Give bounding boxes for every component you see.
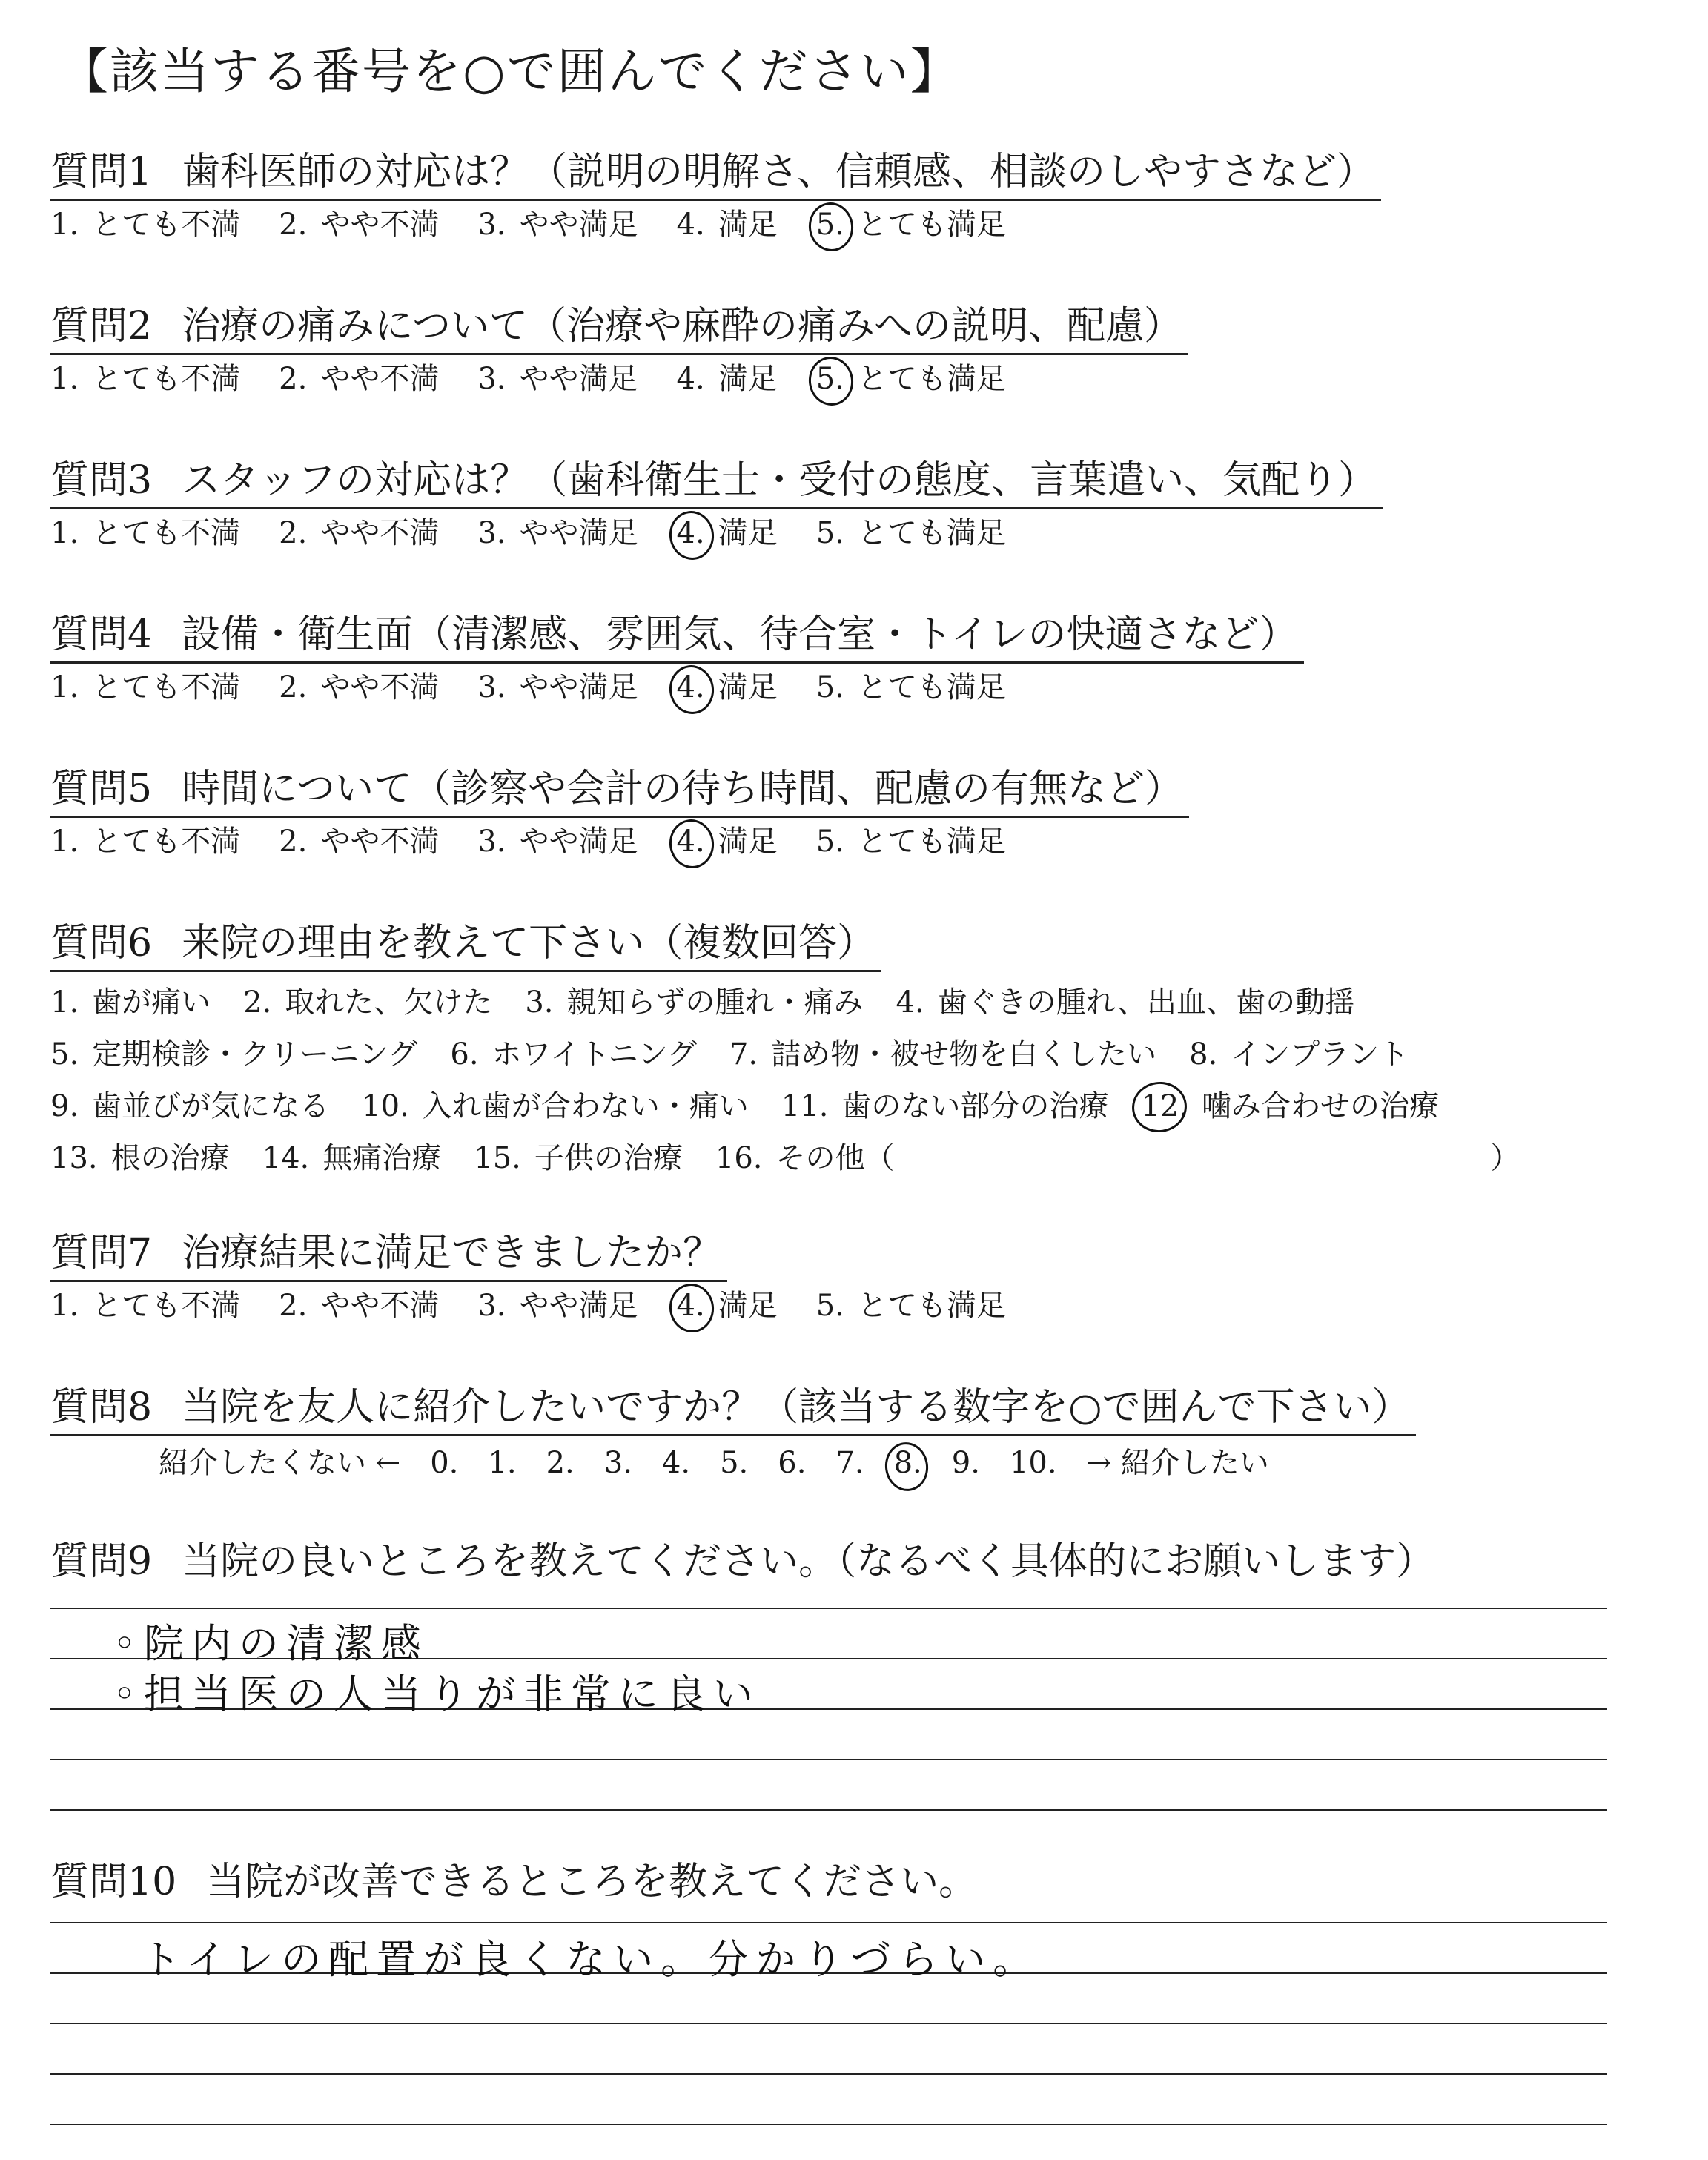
rating-option[interactable] (477, 512, 638, 554)
nps-value[interactable]: 8. (894, 1442, 922, 1484)
option-label: 取れた、欠けた (285, 985, 493, 1020)
rating-option[interactable] (279, 204, 439, 245)
rating-option[interactable] (279, 667, 439, 708)
option-label: インプラント (1231, 1037, 1409, 1071)
option-label: とても不満 (92, 825, 241, 859)
reason-option[interactable] (50, 1080, 329, 1132)
option-number: 4. (676, 362, 705, 396)
option-number: 1. (50, 985, 79, 1020)
question-6 (50, 916, 1520, 1184)
reason-option[interactable] (896, 977, 1355, 1028)
nps-value[interactable]: 2. (546, 1446, 575, 1480)
option-label: ホワイトニング (491, 1037, 697, 1071)
option-number: 3. (477, 825, 506, 859)
question-8 (50, 1381, 1416, 1484)
question-heading: 質問2 治療の痛みについて（治療や麻酔の痛みへの説明、配慮） (50, 300, 1188, 355)
option-number: 3. (477, 516, 506, 550)
option-label: とても満足 (857, 516, 1006, 550)
reason-option[interactable] (262, 1132, 442, 1184)
option-number: 3. (477, 670, 506, 704)
rating-option[interactable] (477, 358, 638, 400)
option-label: やや不満 (320, 670, 440, 704)
ruled-line (50, 1922, 1607, 1923)
question-heading: 質問1 歯科医師の対応は？（説明の明解さ、信頼感、相談のしやすさなど） (50, 145, 1381, 201)
option-number: 9. (50, 1089, 79, 1123)
ruled-line (50, 2124, 1607, 2125)
option-label: 噛み合わせの治療 (1202, 1089, 1440, 1123)
reason-row (50, 1028, 1520, 1080)
rating-option[interactable] (279, 512, 439, 554)
rating-option[interactable] (816, 667, 1006, 708)
option-number: 1. (50, 516, 79, 550)
rating-options (50, 204, 1381, 245)
option-number: 1. (50, 208, 79, 242)
nps-scale (159, 1442, 1416, 1484)
option-number: 14. (262, 1141, 310, 1175)
rating-option[interactable] (677, 358, 778, 400)
option-label: とても不満 (92, 1289, 241, 1323)
option-number: 15. (474, 1141, 521, 1175)
option-number: 3. (477, 208, 506, 242)
option-label: やや満足 (519, 1289, 638, 1323)
option-label: 入れ歯が合わない・痛い (422, 1089, 749, 1123)
option-label: とても満足 (857, 825, 1006, 859)
ruled-line (50, 2073, 1607, 2075)
nps-value[interactable]: 0. (430, 1446, 459, 1480)
option-label: やや満足 (519, 208, 638, 242)
rating-option[interactable] (816, 1285, 1006, 1327)
option-label: 無痛治療 (322, 1141, 442, 1175)
handwritten-answer: ◦担当医の人当りが非常に良い (113, 1671, 761, 1717)
nps-value[interactable]: 10. (1009, 1446, 1057, 1480)
question-7 (50, 1226, 1045, 1327)
option-number: 13. (50, 1141, 98, 1175)
reason-row (50, 977, 1520, 1028)
option-number: 2. (279, 362, 308, 396)
rating-option[interactable] (279, 821, 439, 862)
option-label: とても不満 (92, 670, 241, 704)
option-number: 4. (896, 985, 924, 1020)
question-heading: 質問4 設備・衛生面（清潔感、雰囲気、待合室・トイレの快適さなど） (50, 608, 1304, 664)
rating-option[interactable] (477, 667, 638, 708)
option-label: 満足 (718, 516, 778, 550)
rating-options (50, 1285, 1045, 1327)
option-number: 10. (362, 1089, 409, 1123)
option-number: 11. (781, 1089, 829, 1123)
rating-option[interactable] (50, 358, 240, 400)
reason-option[interactable] (1189, 1028, 1409, 1080)
option-label: 歯ぐきの腫れ、出血、歯の動揺 (937, 985, 1355, 1020)
reason-option[interactable] (50, 1028, 417, 1080)
rating-option[interactable] (50, 1285, 240, 1327)
question-10 (50, 1855, 983, 1909)
reason-option[interactable] (715, 1132, 895, 1184)
option-label: やや満足 (519, 825, 638, 859)
option-label: とても満足 (857, 1289, 1006, 1323)
option-number: 5. (815, 516, 844, 550)
rating-options (50, 358, 1188, 400)
option-number: 2. (279, 825, 308, 859)
option-label: 詰め物・被せ物を白くしたい (771, 1037, 1157, 1071)
option-number: 1. (50, 670, 79, 704)
rating-option[interactable] (477, 204, 638, 245)
rating-option[interactable] (816, 358, 1006, 400)
option-number: 6. (450, 1037, 479, 1071)
rating-option[interactable] (677, 1285, 778, 1327)
rating-option[interactable] (816, 512, 1006, 554)
option-label: 子供の治療 (534, 1141, 683, 1175)
reason-option[interactable] (1141, 1080, 1439, 1132)
rating-option[interactable] (50, 821, 240, 862)
option-number: 5. (815, 670, 844, 704)
option-label: やや不満 (320, 516, 440, 550)
option-label: とても満足 (857, 362, 1006, 396)
option-label: 根の治療 (110, 1141, 230, 1175)
option-label: 定期検診・クリーニング (92, 1037, 418, 1071)
question-heading: 質問7 治療結果に満足できましたか？ (50, 1226, 727, 1282)
question-4 (50, 608, 1304, 708)
reason-option[interactable] (50, 977, 211, 1028)
option-number: 1. (50, 1289, 79, 1323)
nps-value[interactable]: 7. (835, 1446, 864, 1480)
option-label: やや不満 (320, 208, 440, 242)
option-label: やや満足 (519, 670, 638, 704)
rating-option[interactable] (477, 821, 638, 862)
option-number: 3. (477, 362, 506, 396)
rating-option[interactable] (50, 667, 240, 708)
option-label: やや不満 (320, 1289, 440, 1323)
rating-option[interactable] (279, 1285, 439, 1327)
option-label: 歯のない部分の治療 (841, 1089, 1109, 1123)
page-title: 【該当する番号を○で囲んでください】 (59, 43, 961, 100)
rating-option[interactable] (477, 1285, 638, 1327)
option-number: 5. (815, 362, 844, 396)
question-heading: 質問10 当院が改善できるところを教えてください。 (50, 1860, 978, 1904)
option-label: やや不満 (320, 825, 440, 859)
option-label: 歯が痛い (92, 985, 211, 1020)
reason-options (50, 977, 1520, 1184)
option-number: 2. (279, 1289, 308, 1323)
option-label: やや不満 (320, 362, 440, 396)
reason-row (50, 1080, 1520, 1132)
reason-option[interactable] (50, 1132, 230, 1184)
question-5 (50, 762, 1189, 862)
rating-option[interactable] (816, 204, 1006, 245)
option-label: 満足 (718, 825, 778, 859)
rating-option[interactable] (50, 512, 240, 554)
reason-option[interactable] (450, 1028, 697, 1080)
option-number: 5. (815, 208, 844, 242)
option-label: とても満足 (857, 208, 1006, 242)
nps-right-label: → 紹介したい (1086, 1446, 1269, 1480)
question-heading: 質問8 当院を友人に紹介したいですか？（該当する数字を○で囲んで下さい） (50, 1381, 1416, 1436)
option-label: 満足 (718, 362, 778, 396)
option-number: 16. (715, 1141, 763, 1175)
rating-option[interactable] (279, 358, 439, 400)
ruled-line (50, 1608, 1607, 1609)
option-number: 5. (50, 1037, 79, 1071)
rating-option[interactable] (677, 512, 778, 554)
option-number: 3. (477, 1289, 506, 1323)
option-label: 歯並びが気になる (92, 1089, 330, 1123)
nps-value[interactable]: 3. (603, 1446, 632, 1480)
question-heading: 質問5 時間について（診察や会計の待ち時間、配慮の有無など） (50, 762, 1189, 818)
ruled-line (50, 1809, 1607, 1811)
option-label: とても満足 (857, 670, 1006, 704)
rating-option[interactable] (50, 204, 240, 245)
reason-option[interactable] (362, 1080, 749, 1132)
question-heading: 質問3 スタッフの対応は？（歯科衛生士・受付の態度、言葉遣い、気配り） (50, 454, 1383, 509)
option-label: 満足 (718, 208, 778, 242)
option-label: 満足 (718, 1289, 778, 1323)
rating-options (50, 667, 1304, 708)
option-label: とても不満 (92, 516, 241, 550)
handwritten-answer: トイレの配置が良くない。分かりづらい。 (141, 1936, 1041, 1983)
option-number: 1. (50, 362, 79, 396)
option-number: 2. (279, 208, 308, 242)
rating-option[interactable] (677, 204, 778, 245)
option-number: 4. (676, 1289, 705, 1323)
rating-option[interactable] (816, 821, 1006, 862)
ruled-line (50, 2023, 1607, 2024)
option-number: 7. (729, 1037, 758, 1071)
option-number: 2. (243, 985, 272, 1020)
question-9 (50, 1535, 1440, 1588)
other-close-paren: ） (1490, 1141, 1520, 1175)
option-number: 2. (279, 670, 308, 704)
question-heading: 質問6 来院の理由を教えて下さい（複数回答） (50, 916, 881, 972)
reason-option[interactable] (525, 977, 863, 1028)
ruled-line (50, 1759, 1607, 1760)
option-number: 5. (815, 1289, 844, 1323)
reason-option[interactable] (243, 977, 492, 1028)
question-2 (50, 300, 1188, 400)
nps-value[interactable]: 1. (488, 1446, 517, 1480)
reason-option[interactable] (474, 1132, 683, 1184)
option-number: 4. (676, 670, 705, 704)
reason-row (50, 1132, 1520, 1184)
option-number: 8. (1189, 1037, 1218, 1071)
option-label: とても不満 (92, 362, 241, 396)
option-number: 4. (676, 208, 705, 242)
rating-option[interactable] (677, 667, 778, 708)
handwritten-answer: ◦院内の清潔感 (113, 1620, 428, 1667)
nps-value[interactable]: 6. (778, 1446, 807, 1480)
rating-option[interactable] (677, 821, 778, 862)
option-label: やや満足 (519, 516, 638, 550)
nps-left-label: 紹介したくない ← (159, 1446, 401, 1480)
reason-option[interactable] (781, 1080, 1109, 1132)
nps-value[interactable]: 4. (661, 1446, 691, 1480)
question-1 (50, 145, 1381, 245)
question-heading: 質問9 当院の良いところを教えてください。（なるべく具体的にお願いします） (50, 1539, 1435, 1584)
option-label: やや満足 (519, 362, 638, 396)
option-label: とても不満 (92, 208, 241, 242)
option-number: 4. (676, 825, 705, 859)
reason-option[interactable] (729, 1028, 1156, 1080)
option-number: 3. (525, 985, 554, 1020)
option-number: 5. (815, 825, 844, 859)
option-label: 親知らずの腫れ・痛み (566, 985, 864, 1020)
option-number: 1. (50, 825, 79, 859)
rating-options (50, 821, 1189, 862)
option-number: 12. (1141, 1089, 1189, 1123)
nps-value[interactable]: 9. (951, 1446, 980, 1480)
rating-options (50, 512, 1383, 554)
option-number: 4. (676, 516, 705, 550)
nps-value[interactable]: 5. (720, 1446, 749, 1480)
question-3 (50, 454, 1383, 554)
option-label: その他（ (775, 1141, 895, 1175)
option-number: 2. (279, 516, 308, 550)
option-label: 満足 (718, 670, 778, 704)
